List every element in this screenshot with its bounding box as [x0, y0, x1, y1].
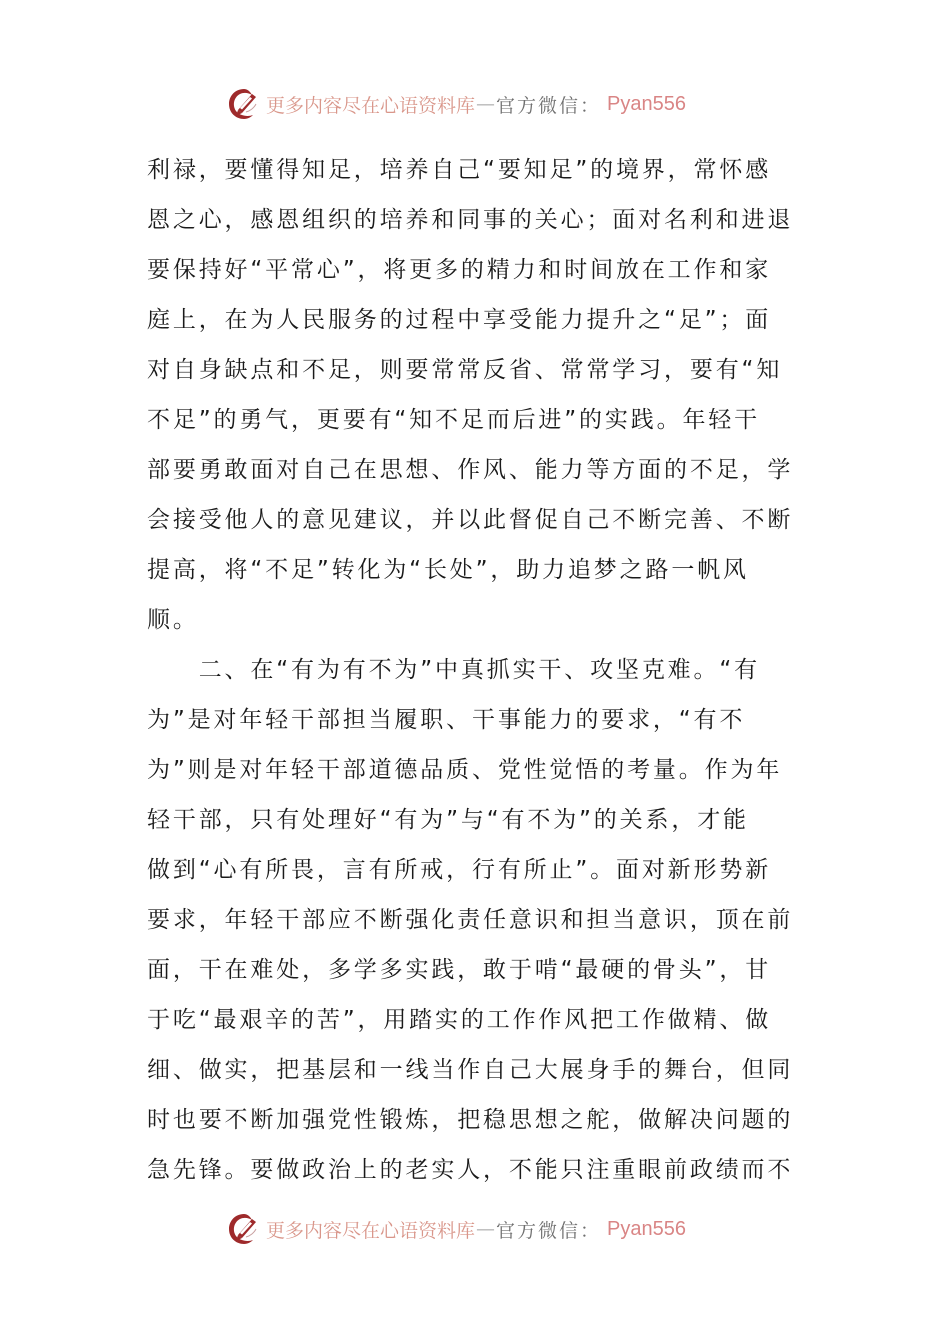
- separator-dash: —: [476, 93, 496, 115]
- text-line: 对自身缺点和不足，则要常常反省、常常学习，要有“知: [147, 357, 783, 383]
- text-line: 为”则是对年轻干部道德品质、党性觉悟的考量。作为年: [147, 757, 783, 783]
- wechat-label: 官方微信：: [496, 94, 602, 117]
- text-line: 为”是对年轻干部担当履职、干事能力的要求，“有不: [147, 707, 746, 733]
- quill-pen-logo-icon: [226, 86, 262, 122]
- text-line: 要保持好“平常心”，将更多的精力和时间放在工作和家: [147, 257, 772, 283]
- text-line: 面，干在难处，多学多实践，敢于啃“最硬的骨头”，甘: [147, 957, 772, 983]
- text-line: 做到“心有所畏，言有所戒，行有所止”。面对新形势新: [147, 857, 772, 883]
- text-line: 不足”的勇气，更要有“知不足而后进”的实践。年轻干: [147, 407, 760, 433]
- text-line: 提高，将“不足”转化为“长处”，助力追梦之路一帆风: [147, 557, 749, 583]
- wechat-label: 官方微信：: [496, 1219, 602, 1242]
- site-name-text: 更多内容尽在心语资料库: [266, 1219, 476, 1242]
- text-line: 于吃“最艰辛的苦”，用踏实的工作作风把工作做精、做: [147, 1007, 772, 1033]
- separator-dash: —: [476, 1218, 496, 1240]
- text-line: 会接受他人的意见建议，并以此督促自己不断完善、不断: [147, 507, 794, 533]
- text-line: 时也要不断加强党性锻炼，把稳思想之舵，做解决问题的: [147, 1107, 794, 1133]
- wechat-account: Pyan556: [607, 92, 686, 115]
- header-banner: [226, 84, 686, 124]
- text-line: 急先锋。要做政治上的老实人，不能只注重眼前政绩而不: [147, 1157, 794, 1183]
- text-line: 细、做实，把基层和一线当作自己大展身手的舞台，但同: [147, 1057, 794, 1083]
- wechat-account: Pyan556: [607, 1217, 686, 1240]
- text-line: 恩之心，感恩组织的培养和同事的关心；面对名利和进退: [147, 207, 794, 233]
- section-heading-line: 二、在“有为有不为”中真抓实干、攻坚克难。“有: [147, 657, 760, 683]
- text-line: 利禄，要懂得知足，培养自己“要知足”的境界，常怀感: [147, 157, 772, 183]
- text-line: 顺。: [147, 607, 199, 633]
- text-line: 轻干部，只有处理好“有为”与“有不为”的关系，才能: [147, 807, 749, 833]
- site-name-text: 更多内容尽在心语资料库: [266, 94, 476, 117]
- quill-pen-logo-icon: [226, 1211, 262, 1247]
- text-line: 部要勇敢面对自己在思想、作风、能力等方面的不足，学: [147, 457, 794, 483]
- text-line: 庭上，在为人民服务的过程中享受能力提升之“足”；面: [147, 307, 772, 333]
- text-line: 要求，年轻干部应不断强化责任意识和担当意识，顶在前: [147, 907, 794, 933]
- footer-banner: [226, 1209, 686, 1249]
- document-body: [147, 148, 807, 1198]
